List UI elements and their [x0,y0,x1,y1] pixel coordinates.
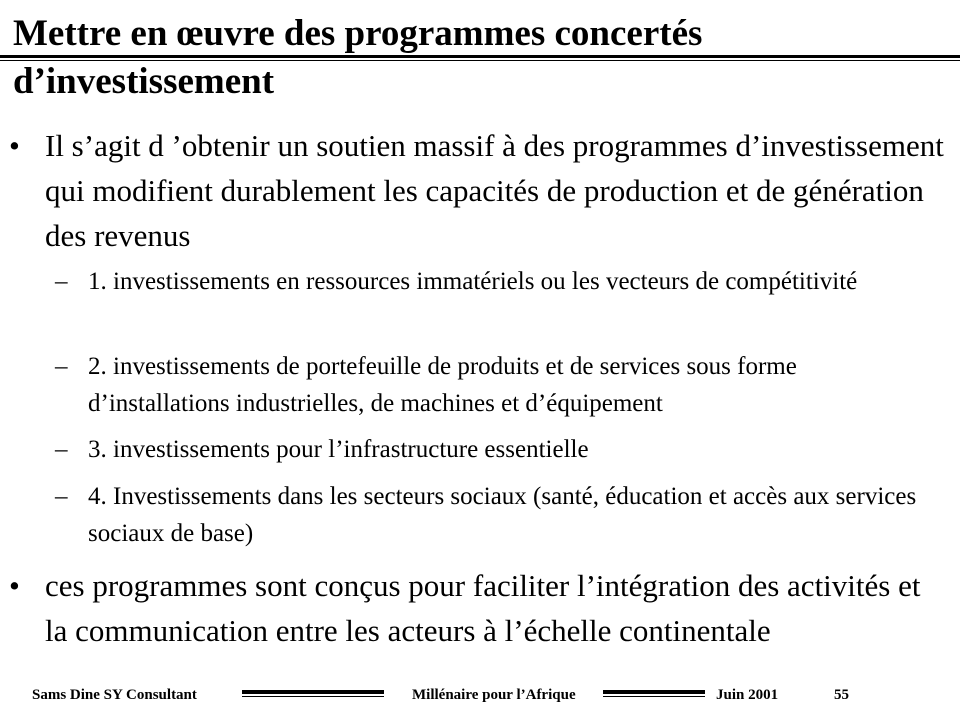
sub-item-text: 4. Investissements dans les secteurs sociaux (santé, éducation et accès aux services sociaux de base) [88,483,917,547]
bullet-text: Il s’agit d ’obtenir un soutien massif à des programmes d’investissement qui modifient durablement les capacités de production et de génération des revenus [45,128,944,253]
footer-rule-right-thin [603,696,705,697]
sub-item-text: 1. investissements en ressources immatériels ou les vecteurs de compétitivité [88,268,858,295]
footer-rule-left-thin [242,696,384,697]
sub-item-text: 2. investissements de portefeuille de produits et de services sous forme d’installations industrielles, de machines et d’équipement [88,353,797,417]
bullet-text: ces programmes sont conçus pour faciliter l’intégration des activités et la communication entre les acteurs à l’échelle continentale [45,568,921,648]
footer-page-number: 55 [834,687,849,703]
bullet-item-1 [9,123,950,258]
bullet-item-2 [9,563,950,653]
sub-item-1 [55,263,928,300]
dash-marker: – [55,436,68,463]
footer-author: Sams Dine SY Consultant [32,687,197,703]
sub-item-text: 3. investissements pour l’infrastructure essentielle [88,436,589,463]
footer-date: Juin 2001 [716,687,779,703]
dash-marker: – [55,268,68,295]
title-underline [0,55,960,58]
sub-item-3 [55,431,928,468]
dash-marker: – [55,483,68,510]
footer-center-text: Millénaire pour l’Afrique [412,687,576,703]
footer-rule-left [242,690,384,694]
slide-title: Mettre en œuvre des programmes concertés d’investissement [13,13,703,102]
footer-rule-right [603,690,705,694]
sub-item-4 [55,478,928,552]
dash-marker: – [55,353,68,380]
bullet-marker: • [9,128,20,163]
bullet-marker: • [9,568,20,603]
title-underline-thin [0,60,960,61]
sub-item-2 [55,348,928,422]
